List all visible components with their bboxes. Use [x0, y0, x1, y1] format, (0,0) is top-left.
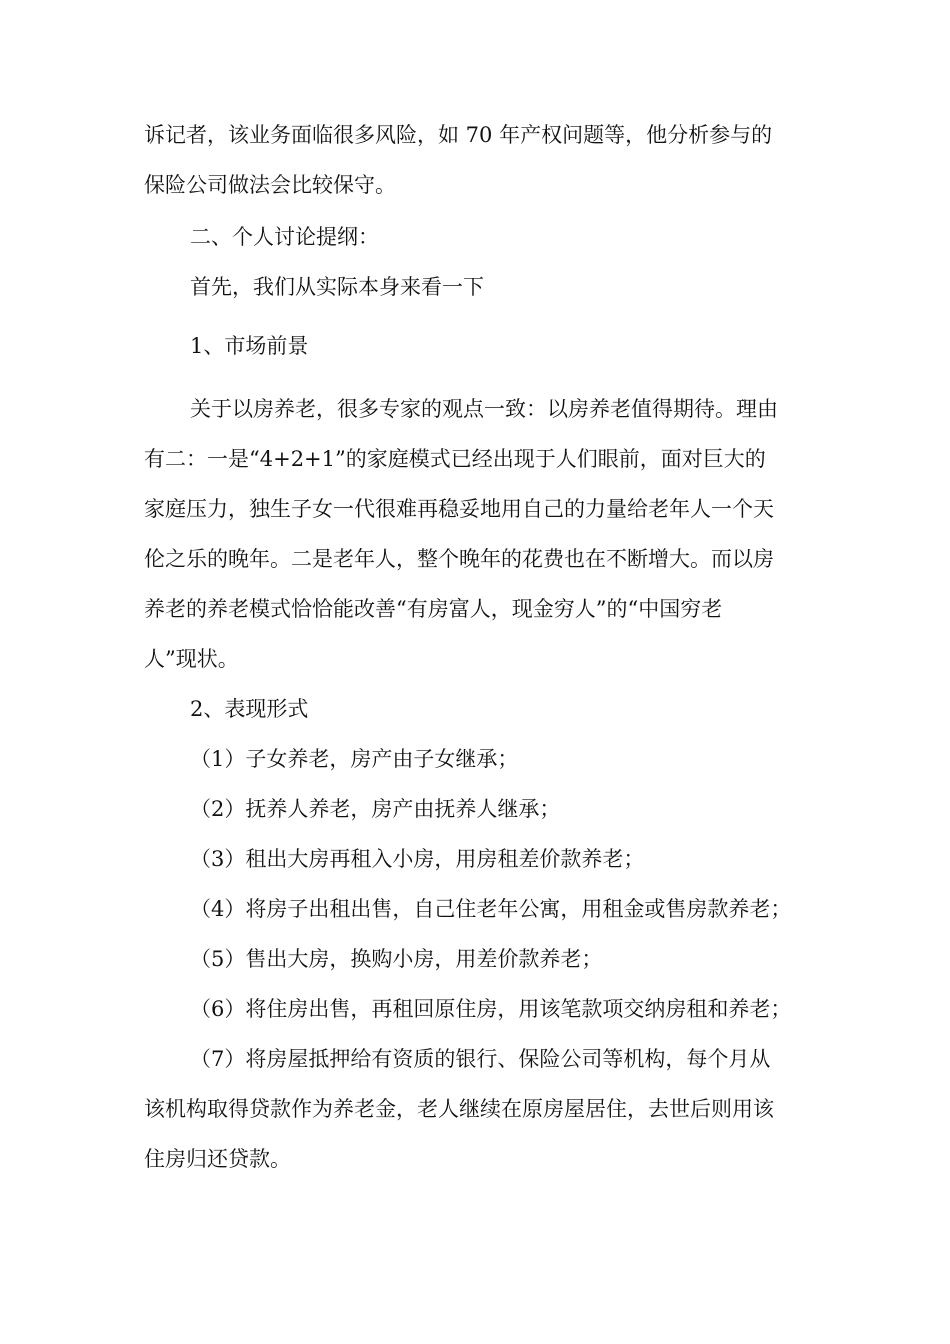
list-item: （3）租出大房再租入小房，用房租差价款养老；: [190, 847, 645, 871]
list-item: （1）子女养老，房产由子女继承；: [190, 747, 519, 771]
list-item: （7）将房屋抵押给有资质的银行、保险公司等机构，每个月从: [190, 1047, 771, 1071]
paragraph-line: 首先，我们从实际本身来看一下: [190, 275, 484, 299]
paragraph-line: 人”现状。: [144, 647, 239, 671]
paragraph-line: 保险公司做法会比较保守。: [144, 173, 396, 197]
list-item: （2）抚养人养老，房产由抚养人继承；: [190, 797, 561, 821]
paragraph-line: 诉记者，该业务面临很多风险，如 70 年产权问题等，他分析参与的: [144, 123, 773, 147]
subsection-heading: 2、表现形式: [190, 697, 309, 721]
subsection-heading: 1、市场前景: [190, 334, 309, 358]
list-item: （6）将住房出售，再租回原住房，用该笔款项交纳房租和养老；: [190, 997, 792, 1021]
list-item: （5）售出大房，换购小房，用差价款养老；: [190, 947, 603, 971]
paragraph-line: 关于以房养老，很多专家的观点一致：以房养老值得期待。理由: [190, 397, 778, 421]
paragraph-line: 有二：一是“4+2+1”的家庭模式已经出现于人们眼前，面对巨大的: [144, 447, 766, 471]
list-item: （4）将房子出租出售，自己住老年公寓，用租金或售房款养老；: [190, 897, 792, 921]
section-heading: 二、个人讨论提纲：: [190, 225, 379, 249]
paragraph-line: 家庭压力，独生子女一代很难再稳妥地用自己的力量给老年人一个天: [144, 497, 774, 521]
list-item-continued: 住房归还贷款。: [144, 1147, 291, 1171]
paragraph-line: 养老的养老模式恰恰能改善“有房富人，现金穷人”的“中国穷老: [144, 597, 723, 621]
paragraph-line: 伦之乐的晚年。二是老年人，整个晚年的花费也在不断增大。而以房: [144, 547, 774, 571]
list-item-continued: 该机构取得贷款作为养老金，老人继续在原房屋居住，去世后则用该: [144, 1097, 774, 1121]
